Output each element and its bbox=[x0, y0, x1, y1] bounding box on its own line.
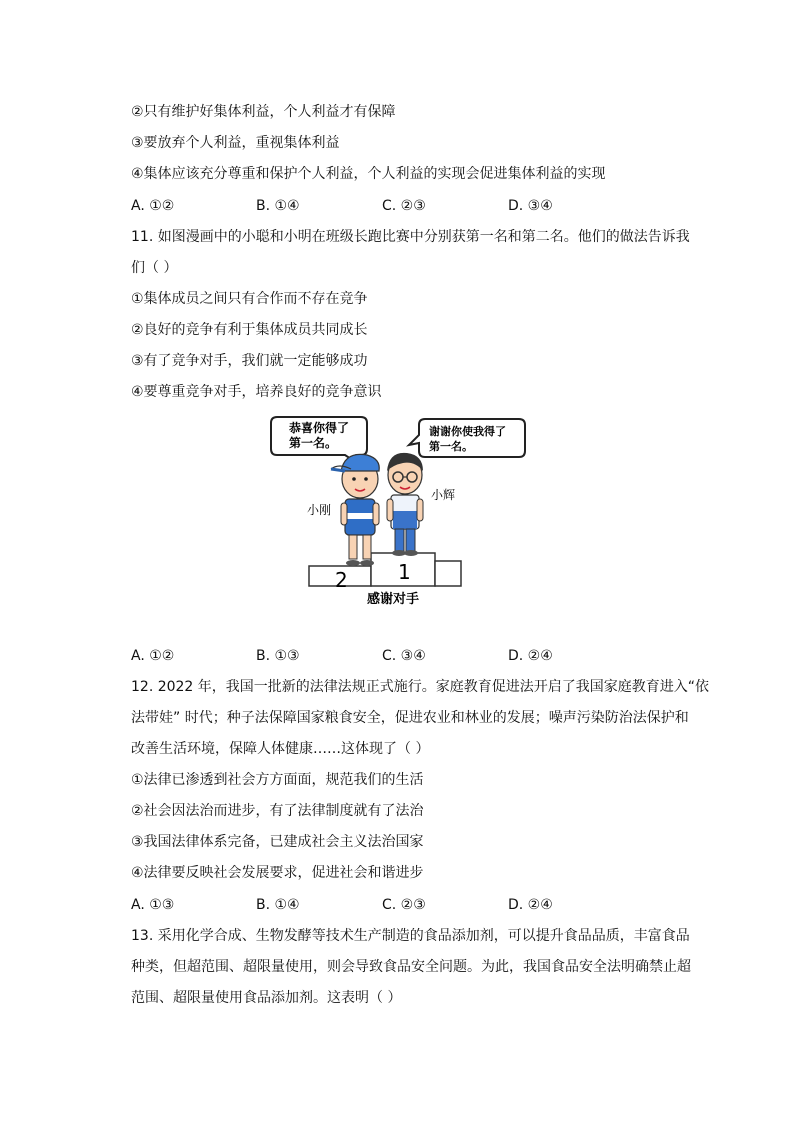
q11-option-a: A. ①② bbox=[131, 648, 175, 664]
q12-stem-line3: 改善生活环境，保障人体健康……这体现了（ ） bbox=[131, 741, 430, 757]
place-first-label: 1 bbox=[398, 560, 411, 584]
q11-option-b: B. ①③ bbox=[256, 648, 300, 664]
boy-right-figure bbox=[387, 453, 455, 556]
q11-option-c: C. ③④ bbox=[382, 648, 426, 664]
q10-option-d: D. ③④ bbox=[508, 198, 553, 214]
q12-item-1: ①法律已渗透到社会方方面面，规范我们的生活 bbox=[131, 772, 424, 788]
q12-options bbox=[131, 895, 671, 915]
q11-stem-line1: 11. 如图漫画中的小聪和小明在班级长跑比赛中分别获第一名和第二名。他们的做法告诉我 bbox=[131, 229, 690, 245]
bubble-right-line2: 第一名。 bbox=[429, 440, 473, 453]
q12-item-3: ③我国法律体系完备，已建成社会主义法治国家 bbox=[131, 834, 424, 850]
place-second-label: 2 bbox=[335, 568, 348, 592]
bubble-left-line1: 恭喜你得了 bbox=[289, 421, 350, 435]
q10-option-c: C. ②③ bbox=[382, 198, 426, 214]
q12-stem-line1: 12. 2022 年，我国一批新的法律法规正式施行。家庭教育促进法开启了我国家庭教育进入“依 bbox=[131, 679, 710, 695]
q13-stem-line1: 13. 采用化学合成、生物发酵等技术生产制造的食品添加剂，可以提升食品品质，丰富食品 bbox=[131, 928, 690, 944]
q10-options bbox=[131, 196, 671, 216]
q10-item-4: ④集体应该充分尊重和保护个人利益，个人利益的实现会促进集体利益的实现 bbox=[131, 166, 606, 182]
q10-option-b: B. ①④ bbox=[256, 198, 300, 214]
q11-stem-line2: 们（ ） bbox=[131, 260, 178, 276]
podium bbox=[309, 553, 461, 592]
q12-stem-line2: 法带娃” 时代；种子法保障国家粮食安全，促进农业和林业的发展；噪声污染防治法保护和 bbox=[131, 710, 689, 726]
q10-item-3: ③要放弃个人利益，重视集体利益 bbox=[131, 135, 340, 151]
name-right-label: 小辉 bbox=[431, 488, 456, 502]
comic-svg bbox=[265, 413, 535, 613]
bubble-right-line1: 谢谢你使我得了 bbox=[429, 425, 506, 438]
name-left-label: 小刚 bbox=[307, 503, 332, 517]
q11-item-1: ①集体成员之间只有合作而不存在竞争 bbox=[131, 291, 368, 307]
q13-stem-line2: 种类，但超范围、超限量使用，则会导致食品安全问题。为此，我国食品安全法明确禁止超 bbox=[131, 959, 691, 975]
q11-item-2: ②良好的竞争有利于集体成员共同成长 bbox=[131, 322, 368, 338]
boy-left-figure bbox=[307, 454, 379, 566]
q11-item-3: ③有了竞争对手，我们就一定能够成功 bbox=[131, 353, 368, 369]
comic-illustration bbox=[265, 413, 535, 613]
speech-bubble-right bbox=[409, 419, 525, 457]
comic-caption: 感谢对手 bbox=[367, 592, 420, 607]
q12-option-c: C. ②③ bbox=[382, 897, 426, 913]
q12-item-4: ④法律要反映社会发展要求，促进社会和谐进步 bbox=[131, 865, 424, 881]
q11-item-4: ④要尊重竞争对手，培养良好的竞争意识 bbox=[131, 384, 382, 400]
q11-option-d: D. ②④ bbox=[508, 648, 553, 664]
q12-option-b: B. ①④ bbox=[256, 897, 300, 913]
q12-item-2: ②社会因法治而进步，有了法律制度就有了法治 bbox=[131, 803, 424, 819]
q10-item-2: ②只有维护好集体利益，个人利益才有保障 bbox=[131, 104, 396, 120]
bubble-left-line2: 第一名。 bbox=[289, 436, 338, 450]
q12-option-d: D. ②④ bbox=[508, 897, 553, 913]
q12-option-a: A. ①③ bbox=[131, 897, 175, 913]
q10-option-a: A. ①② bbox=[131, 198, 175, 214]
q13-stem-line3: 范围、超限量使用食品添加剂。这表明（ ） bbox=[131, 990, 402, 1006]
q11-options bbox=[131, 646, 671, 666]
